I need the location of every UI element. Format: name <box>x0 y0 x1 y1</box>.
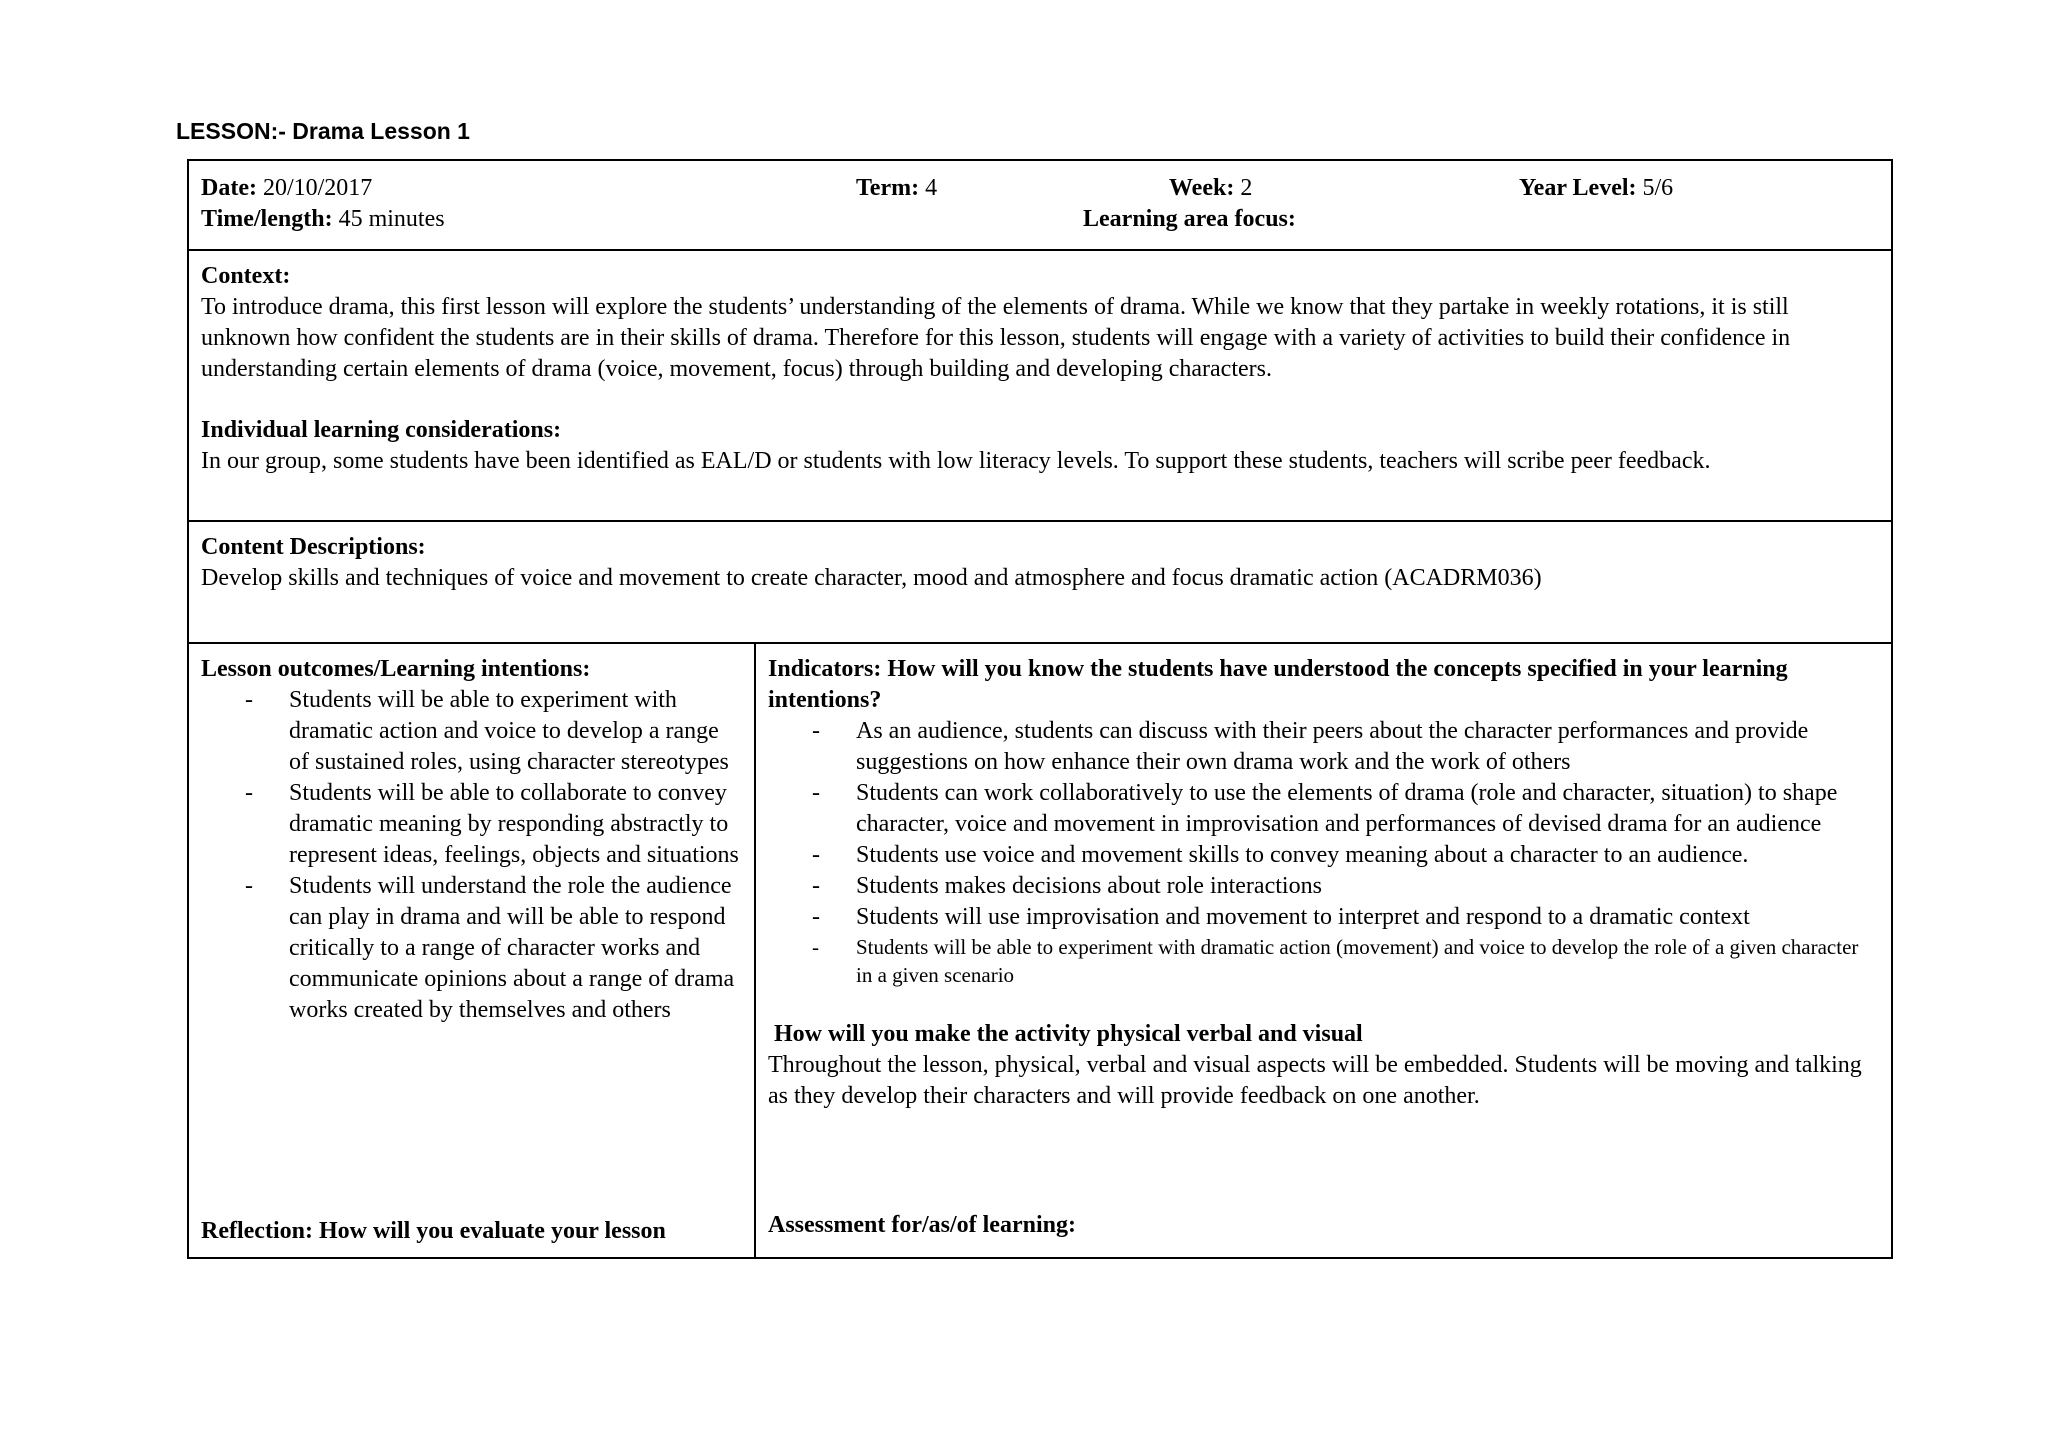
term-value: 4 <box>925 175 938 201</box>
lesson-plan-table <box>187 159 1893 1259</box>
physical-verbal-visual-label: How will you make the activity physical verbal and visual <box>768 1021 1363 1047</box>
list-item: - As an audience, students can discuss with their peers about the character performances and provide suggestions on how enhance their own drama work and the work of others <box>768 716 1879 778</box>
context-row <box>189 249 1891 522</box>
assessment-label: Assessment for/as/of learning: <box>768 1212 1076 1238</box>
context-section <box>201 261 1873 385</box>
week-label: Week: <box>1169 175 1235 201</box>
content-descriptions-text: Develop skills and techniques of voice and movement to create character, mood and atmosphere and focus dramatic action (ACADRM036) <box>201 565 1542 591</box>
learning-intentions-list <box>201 685 742 1026</box>
list-item: - Students makes decisions about role interactions <box>768 871 1879 902</box>
individual-considerations-section <box>201 415 1861 477</box>
term-field <box>856 173 937 204</box>
term-label: Term: <box>856 175 920 201</box>
year-level-value: 5/6 <box>1642 175 1674 201</box>
indicators-list <box>768 716 1879 989</box>
list-item: - Students will use improvisation and movement to interpret and respond to a dramatic context <box>768 902 1879 933</box>
list-item: - Students can work collaboratively to use the elements of drama (role and character, situation) to shape character, voice and movement in improvisation and performances of devised drama for an audience <box>768 778 1879 840</box>
list-item: - Students will understand the role the audience can play in drama and will be able to respond critically to a range of character works and communicate opinions about a range of drama works created by themselves and others <box>201 871 742 1026</box>
content-descriptions-row <box>189 520 1891 644</box>
individual-considerations-text: In our group, some students have been identified as EAL/D or students with low literacy levels. To support these students, teachers will scribe peer feedback. <box>201 448 1711 474</box>
year-level-label: Year Level: <box>1519 175 1637 201</box>
list-item: - Students use voice and movement skills to convey meaning about a character to an audience. <box>768 840 1879 871</box>
date-field <box>201 173 372 204</box>
date-label: Date: <box>201 175 257 201</box>
individual-considerations-label: Individual learning considerations: <box>201 417 562 443</box>
time-length-field <box>201 204 445 235</box>
year-level-field <box>1519 173 1673 204</box>
learning-area-focus-label: Learning area focus: <box>1083 206 1296 232</box>
list-item: - Students will be able to experiment with dramatic action (movement) and voice to develop the role of a given character in a given scenario <box>768 933 1879 989</box>
time-length-label: Time/length: <box>201 206 333 232</box>
indicators-label: Indicators: How will you know the students have understood the concepts specified in your learning intentions? <box>768 656 1788 713</box>
list-item: - Students will be able to experiment with dramatic action and voice to develop a range of sustained roles, using character stereotypes <box>201 685 742 778</box>
header-row <box>189 161 1891 251</box>
learning-area-focus-field <box>1083 204 1296 235</box>
week-field <box>1169 173 1252 204</box>
learning-intentions-column <box>189 642 756 1257</box>
time-length-value: 45 minutes <box>338 206 445 232</box>
content-descriptions-label: Content Descriptions: <box>201 534 426 560</box>
date-value: 20/10/2017 <box>262 175 373 201</box>
indicators-column <box>756 642 1891 1257</box>
context-label: Context: <box>201 263 291 289</box>
reflection-label: Reflection: How will you evaluate your lesson <box>201 1218 666 1244</box>
learning-intentions-label: Lesson outcomes/Learning intentions: <box>201 656 591 682</box>
lesson-title: LESSON:- Drama Lesson 1 <box>176 118 470 144</box>
context-text: To introduce drama, this first lesson will explore the students’ understanding of the elements of drama. While we know that they partake in weekly rotations, it is still unknown how confident the students are in their skills of drama. Therefore for this lesson, students will engage with a variety of activities to build their confidence in understanding certain elements of drama (voice, movement, focus) through building and developing characters. <box>201 294 1791 382</box>
content-descriptions-section <box>201 532 1873 594</box>
list-item: - Students will be able to collaborate to convey dramatic meaning by responding abstractly to represent ideas, feelings, objects and situations <box>201 778 742 871</box>
physical-verbal-visual-text: Throughout the lesson, physical, verbal and visual aspects will be embedded. Students will be moving and talking as they develop their characters and will provide feedback on one another. <box>768 1052 1862 1109</box>
week-value: 2 <box>1240 175 1253 201</box>
